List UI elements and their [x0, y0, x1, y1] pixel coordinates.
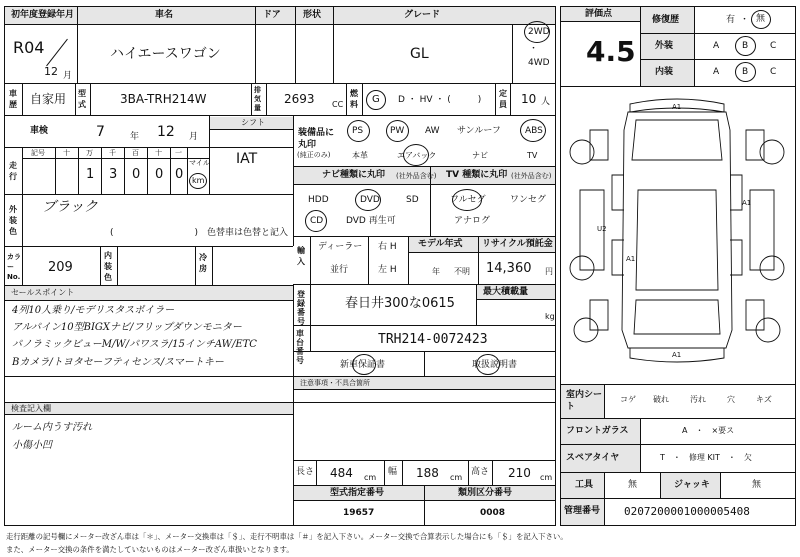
equip-pw: PW: [390, 126, 405, 136]
shape-label: 形状: [303, 10, 322, 20]
navi-cd: CD: [310, 216, 324, 226]
digit-label-5: 一: [175, 149, 182, 157]
equip-tv: TV: [527, 151, 538, 160]
import-left-h: 左 H: [378, 265, 397, 275]
diagram-mark-u2: U2: [597, 225, 607, 233]
inspection-label: 車検: [30, 126, 49, 136]
mgmt-value: 0207200001000005408: [624, 505, 750, 518]
car-name-label: 車名: [155, 10, 174, 20]
equip-abs: ABS: [525, 126, 543, 136]
recycle-value: 14,360: [486, 261, 532, 276]
door-label: ドア: [263, 10, 281, 20]
spare-options: T ・ 修理 KIT ・ 欠: [660, 453, 752, 462]
car-name-value: ハイエースワゴン: [110, 46, 221, 62]
chassis-value: TRH214-0072423: [378, 332, 488, 347]
sales-point-line-3: パノラミックビューM/W/パワスラ/15インチAW/ETC: [12, 339, 257, 350]
mileage-digit-1: 3: [109, 167, 118, 182]
length-value: 484: [330, 466, 353, 480]
displacement-unit: CC: [332, 100, 344, 109]
first-reg-label: 初年度登録年月: [11, 10, 75, 20]
sales-points-label: セールスポイント: [11, 288, 75, 297]
height-unit: cm: [540, 473, 553, 482]
room-opt-1: コゲ: [620, 395, 636, 404]
import-right-h: 右 H: [378, 242, 397, 252]
exterior-grade-a: A: [713, 41, 720, 51]
mile-label: マイル: [189, 159, 210, 167]
mileage-digit-4: 0: [175, 167, 184, 182]
import-parallel: 並行: [330, 265, 349, 275]
room-opt-4: 穴: [727, 395, 735, 404]
fuel-label: 燃料: [350, 89, 358, 109]
interior-color-label: 内装色: [104, 251, 112, 282]
navi-type-sub: (社外品含む): [396, 172, 437, 180]
digit-label-3: 百: [132, 149, 139, 157]
import-label: 輸入: [297, 246, 305, 266]
recycle-unit: 円: [545, 267, 553, 276]
tv-analog: アナログ: [454, 216, 491, 226]
room-opt-5: キズ: [756, 395, 772, 404]
class-no-label: 類別区分番号: [458, 488, 513, 498]
equip-leather: 本革: [352, 151, 368, 160]
glass-options: A ・ ×要ス: [682, 426, 735, 435]
tools-label: 工具: [575, 480, 594, 490]
width-value: 188: [416, 466, 439, 480]
recycle-label: リサイクル預託金: [482, 239, 553, 249]
mileage-digit-2: 0: [132, 167, 141, 182]
inspector-line-2: 小傷小凹: [12, 440, 52, 451]
repair-no: 無: [756, 14, 766, 24]
digit-label-0: 十: [63, 149, 70, 157]
navi-type-label: ナビ種類に丸印: [322, 170, 386, 180]
navi-dvd: DVD: [360, 195, 380, 205]
length-label: 長さ: [296, 467, 315, 477]
max-load-label: 最大積載量: [483, 287, 529, 297]
model-year-unknown: 不明: [454, 267, 470, 276]
notes-label: 注意事項・不具合箇所: [300, 379, 370, 387]
model-year-unit: 年: [432, 267, 440, 276]
jack-value: 無: [752, 480, 762, 490]
reg-no-value: 春日井300な0615: [345, 296, 455, 311]
km-label: km: [192, 176, 205, 185]
capacity-unit: 人: [541, 97, 551, 107]
wheel-outlines: [570, 140, 784, 342]
diagram-mark-left: A1: [626, 255, 636, 263]
spare-label: スペアタイヤ: [566, 453, 620, 463]
color-no-label: カラーNo.: [7, 253, 21, 281]
tools-value: 無: [628, 480, 638, 490]
car-body-outline: [580, 112, 774, 348]
footer-note-2: また、メーター交換の条件を満たしていないものはメーター改ざん車扱いとなります。: [6, 545, 294, 554]
mileage-sign-label: 記号: [31, 149, 45, 157]
glass-label: フロントガラス: [566, 426, 629, 436]
equip-aw: AW: [425, 126, 440, 136]
color-change-note: 色替車は色替と記入: [207, 228, 289, 238]
jack-label: ジャッキ: [674, 480, 710, 490]
fuel-other: D ・ HV ・ ( ): [398, 95, 482, 105]
digit-label-2: 千: [109, 149, 116, 157]
grade-label: グレード: [404, 10, 441, 20]
color-paren: ( ): [110, 228, 199, 238]
score-label: 評価点: [585, 9, 613, 19]
first-reg-month-unit: 月: [63, 71, 73, 81]
room-opt-3: 汚れ: [690, 395, 706, 404]
inspection-year-unit: 年: [130, 132, 140, 142]
chassis-label: 車台番号: [296, 329, 304, 365]
footer-note-1: 走行距離の記号欄にメーター改ざん車は「＊」、メーター交換車は「＄」、走行不明車は「＃」を記入下さい。メーター交換で合算表示した場合にも「＄」を記入下さい。: [6, 532, 568, 541]
ac-label: 冷房: [199, 253, 207, 273]
room-seat-label: 室内シート: [566, 390, 603, 412]
equip-navi: ナビ: [472, 151, 488, 160]
repair-label: 修復歴: [652, 15, 680, 25]
height-label: 高さ: [471, 467, 490, 477]
diagram-mark-rear: A1: [672, 351, 682, 359]
diagram-mark-right: A1: [742, 199, 752, 207]
displacement-label: 排気量: [254, 86, 261, 112]
import-dealer: ディーラー: [318, 242, 363, 252]
repair-dot: ・: [740, 15, 750, 25]
sales-point-line-4: Bカメラ/トヨタセーフティセンス/スマートキー: [12, 357, 224, 368]
tv-oneseg: ワンセグ: [510, 195, 547, 205]
type-no-value: 19657: [343, 508, 375, 518]
class-no-value: 0008: [480, 508, 506, 518]
interior-grade-a: A: [713, 67, 720, 77]
body-label: 車歴: [9, 89, 17, 109]
drive-4wd: 4WD: [528, 58, 550, 68]
inspector-label: 検査記入欄: [11, 404, 51, 413]
sales-point-line-2: アルパイン10型BIGXナビ/フリップダウンモニター: [12, 322, 242, 333]
warranty-label: 新車保証書: [340, 360, 386, 370]
tv-type-sub: (社外品含む): [511, 172, 552, 180]
car-damage-diagram: [560, 90, 796, 380]
width-label: 幅: [388, 467, 398, 477]
equipment-label: 装備品に丸印: [298, 128, 335, 150]
exterior-grade-b: B: [742, 41, 749, 51]
interior-grade-c: C: [770, 67, 777, 77]
model-value: 3BA-TRH214W: [120, 92, 207, 106]
color-label: 外装色: [9, 205, 17, 236]
equipment-sub: (純正のみ): [297, 151, 331, 159]
exterior-label: 外装: [655, 41, 674, 51]
color-no-value: 209: [48, 260, 73, 275]
first-reg-month: 12: [44, 65, 58, 78]
usage-value: 自家用: [30, 92, 67, 106]
equip-ps: PS: [352, 126, 364, 136]
sales-point-line-1: 4列10人乗り/モデリスタスポイラー: [12, 305, 175, 316]
fuel-g: G: [372, 94, 380, 105]
capacity-value: 10: [521, 92, 537, 106]
interior-grade-b: B: [742, 67, 749, 77]
score-value: 4.5: [586, 35, 636, 68]
color-value: ブラック: [42, 199, 98, 215]
manual-label: 取扱説明書: [472, 360, 518, 370]
inspection-month-unit: 月: [189, 132, 199, 142]
displacement-value: 2693: [284, 92, 315, 106]
shift-label: シフト: [241, 118, 265, 127]
inspector-line-1: ルーム内うす汚れ: [12, 422, 92, 433]
navi-hdd: HDD: [308, 195, 329, 205]
type-no-label: 型式指定番号: [330, 488, 385, 498]
exterior-grade-c: C: [770, 41, 777, 51]
interior-label: 内装: [655, 67, 674, 77]
shift-value: IAT: [236, 151, 258, 167]
mileage-digit-0: 1: [86, 167, 95, 182]
drive-2wd: 2WD: [528, 27, 550, 37]
mileage-digit-3: 0: [155, 167, 164, 182]
max-load-kg: kg: [545, 312, 555, 321]
drive-dot: ・: [529, 44, 539, 54]
digit-label-1: 万: [86, 149, 93, 157]
tv-type-label: TV 種類に丸印: [446, 170, 508, 180]
equip-sunroof: サンルーフ: [457, 126, 501, 136]
model-year-label: モデル年式: [418, 239, 463, 249]
navi-dvd-play: DVD 再生可: [346, 216, 396, 226]
repair-yes: 有: [726, 15, 736, 25]
diagram-mark-front: A1: [672, 103, 682, 111]
inspection-year: 7: [96, 124, 105, 140]
first-reg-value: R04: [13, 38, 45, 57]
tv-fullseg: フルセグ: [450, 195, 486, 205]
inspection-month: 12: [157, 124, 175, 140]
room-opt-2: 破れ: [653, 395, 669, 404]
width-unit: cm: [450, 473, 463, 482]
mileage-label: 走行: [9, 161, 17, 181]
mgmt-label: 管理番号: [564, 506, 601, 516]
digit-label-4: 十: [155, 149, 162, 157]
reg-no-label: 登録番号: [297, 290, 305, 326]
length-unit: cm: [364, 473, 377, 482]
equip-airbag: エアバック: [397, 151, 437, 160]
capacity-label: 定員: [499, 89, 507, 109]
grade-value: GL: [410, 46, 429, 62]
navi-sd: SD: [406, 195, 419, 205]
height-value: 210: [508, 466, 531, 480]
model-label: 型式: [78, 89, 86, 109]
